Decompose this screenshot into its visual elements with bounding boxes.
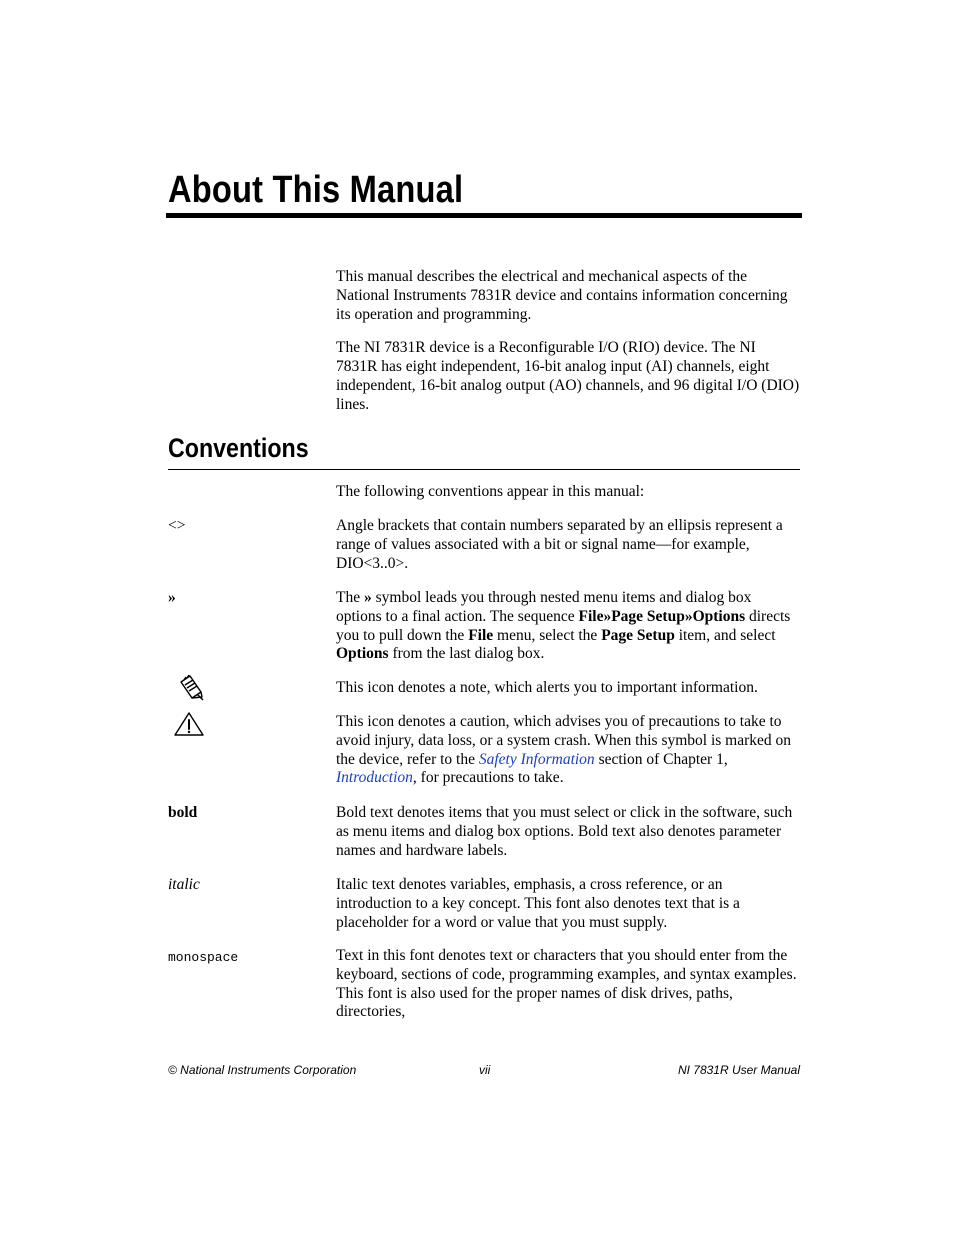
convention-desc-caution: This icon denotes a caution, which advises you of precautions to take to avoid injury, data loss, or a system crash. When this symbol is marked on the device, refer to the Safety Information section of Chapter 1, Introduction, for precautions to take. (336, 713, 792, 787)
convention-desc-menu: The » symbol leads you through nested menu items and dialog box options to a final action. The sequence File»Page Setup»Options directs you to pull down the File menu, select the Page Setup item, and select Options from the last dialog box. (336, 589, 791, 663)
convention-desc-monospace: Text in this font denotes text or characters that you should enter from the keyboard, sections of code, programming examples, and syntax examples. This font is also used for the proper names of disk drives, paths, directories, (336, 947, 797, 1021)
convention-term-bold: bold (168, 804, 198, 821)
introduction-link[interactable]: Introduction (336, 769, 413, 787)
convention-term-italic: italic (168, 876, 200, 893)
convention-term-monospace: monospace (168, 950, 239, 965)
intro-paragraph-1: This manual describes the electrical and mechanical aspects of the National Instruments 7831R device and contains information concerning its operation and programming. (336, 268, 788, 323)
footer-page-number: vii (479, 1063, 491, 1077)
title-rule (166, 213, 802, 218)
convention-term-menu: » (168, 589, 176, 606)
convention-desc-note: This icon denotes a note, which alerts you to important information. (336, 679, 758, 696)
caution-icon (173, 711, 205, 742)
conventions-rule (168, 469, 800, 470)
conventions-lead: The following conventions appear in this manual: (336, 483, 645, 500)
intro-section (336, 268, 800, 415)
note-icon (176, 673, 206, 706)
page-footer (168, 1061, 800, 1079)
intro-paragraph-2: The NI 7831R device is a Reconfigurable I/O (RIO) device. The NI 7831R has eight independent, 16-bit analog input (AI) channels, eight independent, 16-bit analog output (AO) channels, and 96 digital I/O (DIO) lines. (336, 339, 800, 413)
convention-desc-italic: Italic text denotes variables, emphasis, a cross reference, or an introduction to a key concept. This font also denotes text that is a placeholder for a word or value that you must supply. (336, 876, 740, 931)
footer-copyright: © National Instruments Corporation (168, 1063, 357, 1077)
convention-desc-angle: Angle brackets that contain numbers separated by an ellipsis represent a range of values associated with a bit or signal name—for example, DIO<3..0>. (336, 517, 783, 572)
convention-term-angle: <> (168, 517, 186, 534)
safety-information-link[interactable]: Safety Information (478, 750, 595, 768)
convention-desc-bold: Bold text denotes items that you must select or click in the software, such as menu items and dialog box options. Bold text also denotes parameter names and hardware labels. (336, 804, 793, 859)
footer-manual-title: NI 7831R User Manual (677, 1063, 800, 1077)
page-title: About This Manual (168, 169, 464, 211)
conventions-heading: Conventions (168, 433, 309, 463)
